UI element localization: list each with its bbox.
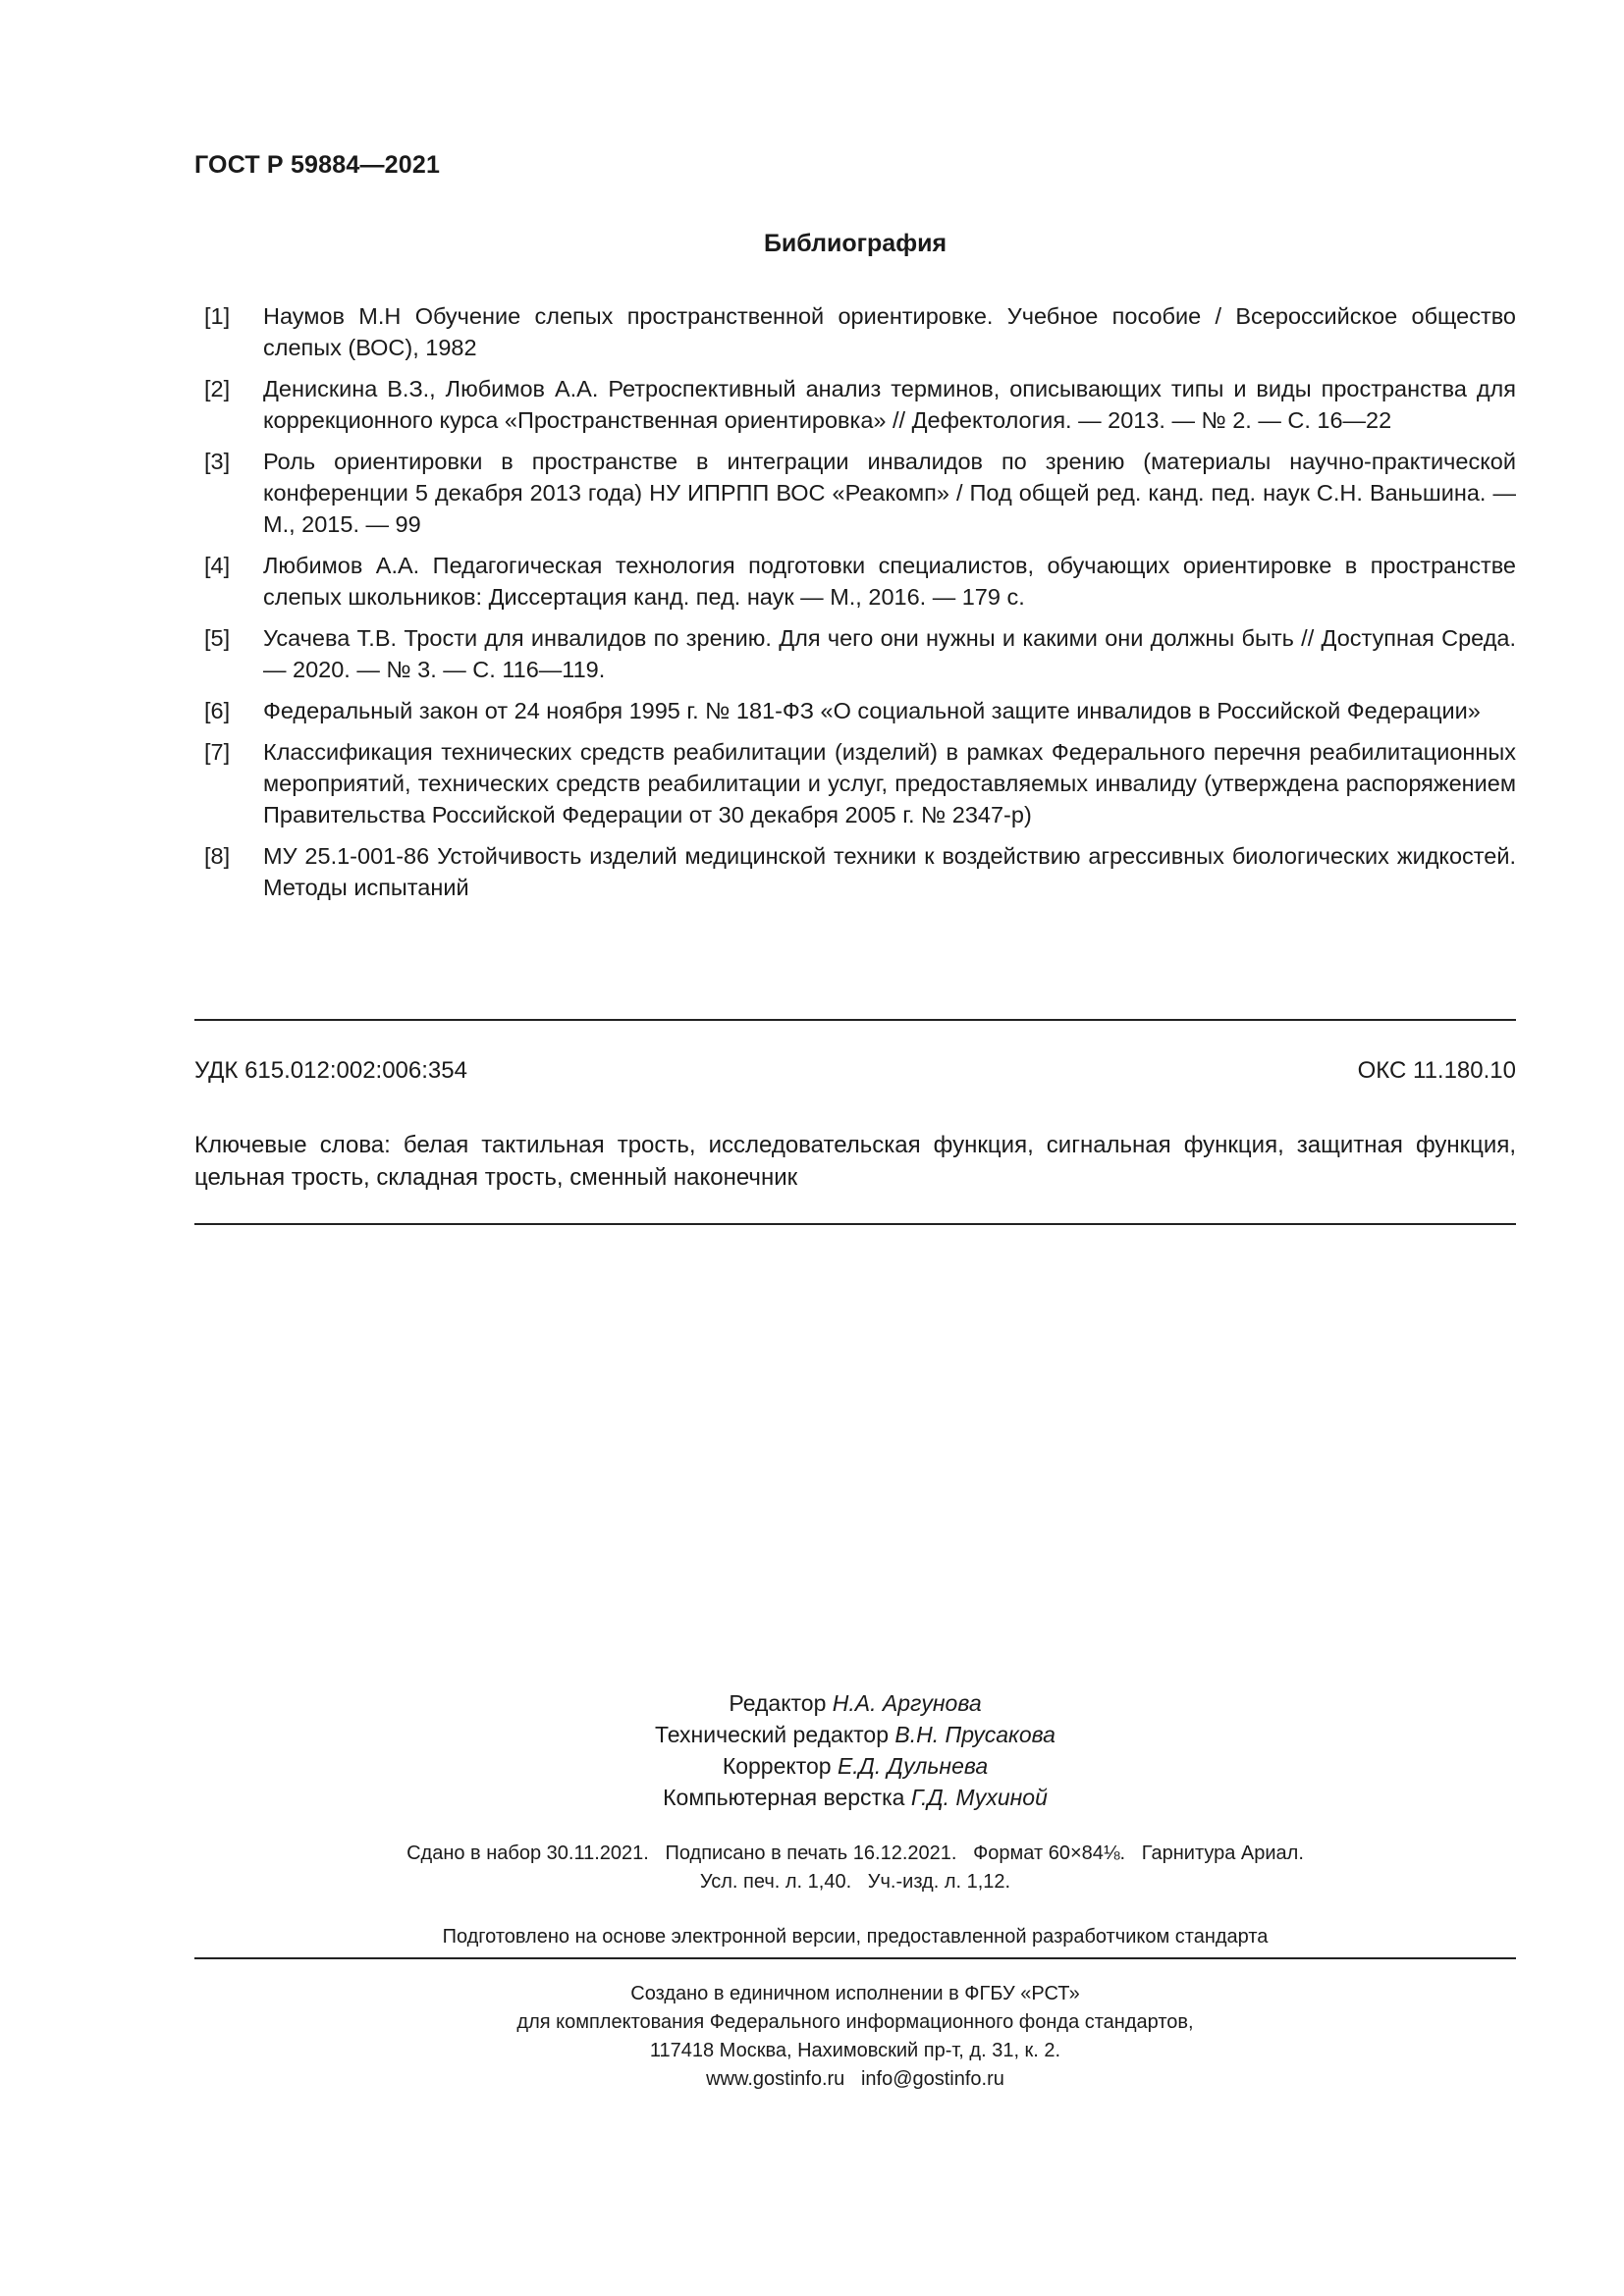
udk-code: УДК 615.012:002:006:354: [194, 1057, 467, 1084]
bibliography-item: [194, 550, 1516, 613]
bibliography-item: [194, 373, 1516, 436]
credit-line: [194, 1750, 1516, 1782]
created-info: [194, 1980, 1516, 2094]
bibliography-item-text: Классификация технических средств реабилитации (изделий) в рамках Федерального перечня реабилитационных мероприятий, технических средств реабилитации и услуг, предоставляемых инвалиду (утверждена распоряжением Правительства Российской Федерации от 30 декабря 2005 г. № 2347-р): [263, 739, 1516, 828]
publication-line: Усл. печ. л. 1,40. Уч.-изд. л. 1,12.: [699, 1871, 1011, 1893]
keywords: Ключевые слова: белая тактильная трость, исследовательская функция, сигнальная функция, защитная функция, цельная трость, складная трость, сменный наконечник: [194, 1132, 1516, 1191]
prepared-note: Подготовлено на основе электронной версии, предоставленной разработчиком стандарта: [442, 1926, 1269, 1948]
bibliography-item-text: МУ 25.1-001-86 Устойчивость изделий медицинской техники к воздействию агрессивных биологических жидкостей. Методы испытаний: [263, 843, 1516, 900]
bibliography-item-text: Денискина В.З., Любимов А.А. Ретроспективный анализ терминов, описывающих типы и виды пространства для коррекционного курса «Пространственная ориентировка» // Дефектология. — 2013. — № 2. — С. 16—22: [263, 376, 1516, 433]
bibliography-item: [194, 840, 1516, 903]
bibliography-item: [194, 736, 1516, 830]
bibliography-item-number: [6]: [204, 698, 231, 723]
bibliography-item: [194, 695, 1516, 726]
oks-code: ОКС 11.180.10: [1357, 1057, 1516, 1084]
created-contacts: www.gostinfo.ru info@gostinfo.ru: [706, 2068, 1004, 2090]
created-line: Создано в единичном исполнении в ФГБУ «РСТ»: [630, 1983, 1080, 2004]
bibliography-item: [194, 622, 1516, 685]
bibliography-title: Библиография: [763, 230, 947, 257]
publication-line: Сдано в набор 30.11.2021. Подписано в печать 16.12.2021. Формат 60×84⅛. Гарнитура Ариал.: [406, 1842, 1304, 1864]
credit-person: Г.Д. Мухиной: [910, 1785, 1048, 1810]
created-line: для комплектования Федерального информационного фонда стандартов,: [516, 2011, 1194, 2033]
bibliography-item-text: Роль ориентировки в пространстве в интеграции инвалидов по зрению (материалы научно-практической конференции 5 декабря 2013 года) НУ ИПРПП ВОС «Реакомп» / Под общей ред. канд. пед. наук С.Н. Ваньшина. — М., 2015. — 99: [263, 449, 1516, 537]
editorial-credits: [194, 1687, 1516, 1813]
created-line: 117418 Москва, Нахимовский пр-т, д. 31, к. 2.: [649, 2040, 1061, 2061]
bibliography-item-number: [7]: [204, 739, 231, 765]
bibliography-item-number: [2]: [204, 376, 231, 401]
bibliography-item-text: Любимов А.А. Педагогическая технология подготовки специалистов, обучающих ориентировке в пространстве слепых школьников: Диссертация канд. пед. наук — М., 2016. — 179 с.: [263, 553, 1516, 610]
publication-info: [194, 1840, 1516, 1896]
credit-person: В.Н. Прусакова: [894, 1722, 1056, 1747]
divider-bottom: [194, 1957, 1516, 1959]
bibliography-item-text: Наумов М.Н Обучение слепых пространственной ориентировке. Учебное пособие / Всероссийское общество слепых (ВОС), 1982: [263, 303, 1516, 360]
credit-person: Е.Д. Дульнева: [837, 1753, 989, 1779]
credit-line: [194, 1687, 1516, 1719]
credit-person: Н.А. Аргунова: [832, 1690, 982, 1716]
bibliography-item: [194, 300, 1516, 363]
bibliography-item-number: [8]: [204, 843, 231, 869]
bibliography-item-number: [3]: [204, 449, 231, 474]
standard-code: ГОСТ Р 59884—2021: [194, 151, 441, 179]
bibliography-list: [194, 300, 1516, 913]
credit-line: [194, 1719, 1516, 1750]
bibliography-item-number: [4]: [204, 553, 231, 578]
divider-top: [194, 1019, 1516, 1021]
credit-role: Корректор: [722, 1753, 832, 1779]
credit-role: Технический редактор: [655, 1722, 890, 1747]
bibliography-item-number: [5]: [204, 625, 231, 651]
credit-role: Редактор: [729, 1690, 827, 1716]
divider-keywords: [194, 1223, 1516, 1225]
credit-role: Компьютерная верстка: [663, 1785, 905, 1810]
credit-line: [194, 1782, 1516, 1813]
bibliography-item-number: [1]: [204, 303, 231, 329]
bibliography-item: [194, 446, 1516, 540]
bibliography-item-text: Усачева Т.В. Трости для инвалидов по зрению. Для чего они нужны и какими они должны быть // Доступная Среда. — 2020. — № 3. — С. 116—119.: [263, 625, 1516, 682]
bibliography-item-text: Федеральный закон от 24 ноября 1995 г. № 181-ФЗ «О социальной защите инвалидов в Российской Федерации»: [263, 698, 1481, 723]
